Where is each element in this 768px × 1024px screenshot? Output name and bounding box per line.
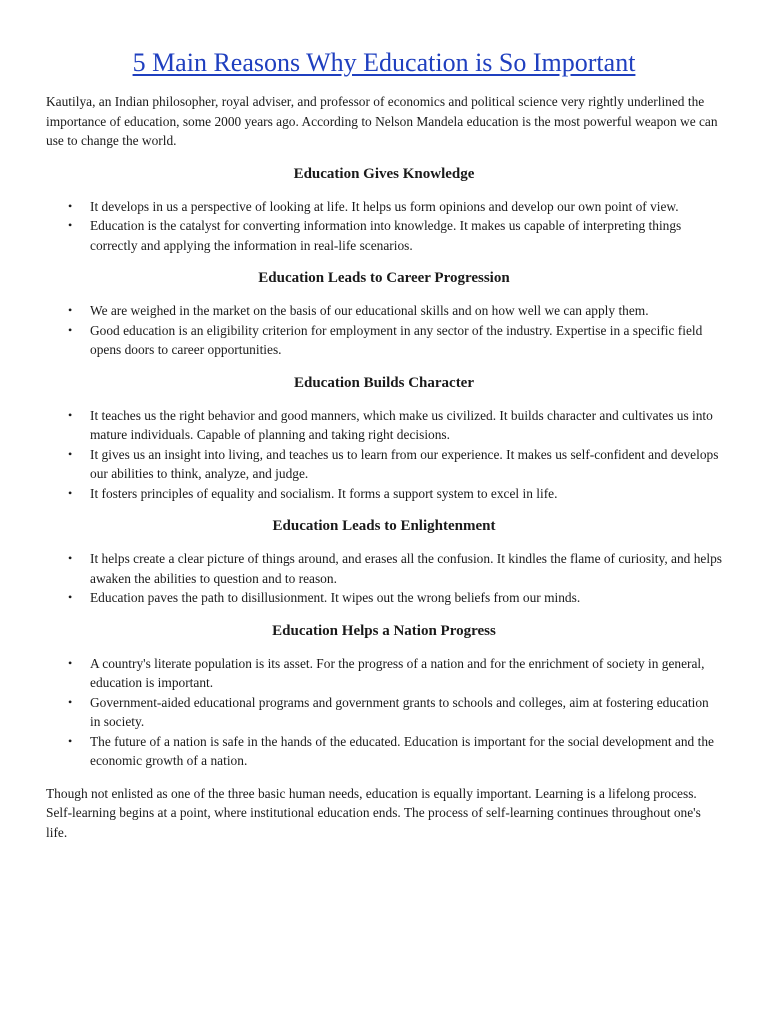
list-item-text: Education paves the path to disillusionment. It wipes out the wrong beliefs from our minds. bbox=[90, 590, 581, 605]
list-item-text: We are weighed in the market on the basis of our educational skills and on how well we can apply them. bbox=[90, 303, 649, 318]
list-item-text: It helps create a clear picture of things around, and erases all the confusion. It kindles the flame of curiosity, and helps awaken the abilities to question and to reason. bbox=[90, 551, 722, 586]
section-nation-progress bbox=[46, 621, 722, 771]
list-item bbox=[68, 321, 722, 360]
bullet-list bbox=[46, 301, 722, 360]
list-item-text: It develops in us a perspective of looking at life. It helps us form opinions and develop our own point of view. bbox=[90, 198, 679, 214]
bullet-icon: • bbox=[68, 198, 73, 213]
bullet-icon: • bbox=[68, 407, 73, 422]
bullet-list bbox=[46, 197, 722, 256]
bullet-list bbox=[46, 654, 722, 771]
list-item-text: The future of a nation is safe in the hands of the educated. Education is important for the social development and the economic growth of a nation. bbox=[90, 733, 714, 768]
bullet-icon: • bbox=[68, 590, 73, 604]
list-item-text: Education is the catalyst for converting information into knowledge. It makes us capable of interpreting things correctly and applying the information in real-life scenarios. bbox=[90, 218, 682, 253]
bullet-icon: • bbox=[68, 322, 73, 337]
section-heading: Education Gives Knowledge bbox=[293, 165, 475, 182]
section-heading: Education Builds Character bbox=[293, 374, 474, 391]
bullet-list bbox=[46, 549, 722, 608]
section-character bbox=[46, 373, 722, 504]
list-item-text: It gives us an insight into living, and teaches us to learn from our experience. It makes us self-confident and develops our abilities to think, analyze, and judge. bbox=[90, 446, 719, 481]
bullet-icon: • bbox=[68, 485, 73, 500]
list-item bbox=[68, 197, 722, 217]
list-item bbox=[68, 549, 722, 588]
list-item-text: It fosters principles of equality and socialism. It forms a support system to excel in life. bbox=[90, 485, 558, 501]
intro-paragraph: Kautilya, an Indian philosopher, royal adviser, and professor of economics and political science very rightly underlined the importance of education, some 2000 years ago. According to Nelson Mandela education is the most powerful weapon we can use to change the world. bbox=[46, 94, 718, 148]
section-heading: Education Leads to Career Progression bbox=[258, 270, 510, 286]
section-knowledge bbox=[46, 164, 722, 256]
section-heading: Education Leads to Enlightenment bbox=[272, 518, 496, 534]
list-item bbox=[68, 406, 722, 445]
list-item bbox=[68, 216, 722, 255]
list-item bbox=[68, 732, 722, 771]
list-item bbox=[68, 693, 722, 732]
bullet-icon: • bbox=[68, 655, 73, 670]
section-enlightenment bbox=[46, 516, 722, 608]
list-item bbox=[68, 588, 722, 608]
bullet-icon: • bbox=[68, 446, 73, 461]
bullet-icon: • bbox=[68, 694, 73, 709]
bullet-list bbox=[46, 406, 722, 504]
section-career bbox=[46, 268, 722, 360]
list-item-text: Government-aided educational programs and government grants to schools and colleges, aim at fostering education in society. bbox=[90, 694, 709, 729]
bullet-icon: • bbox=[68, 733, 73, 748]
sections-container bbox=[46, 164, 722, 771]
closing-paragraph: Though not enlisted as one of the three basic human needs, education is equally important. Learning is a lifelong process. Self-learning begins at a point, where institutional education ends. The process of self-learning continues throughout one's life. bbox=[46, 785, 701, 840]
list-item bbox=[68, 301, 722, 321]
list-item bbox=[68, 484, 722, 504]
list-item bbox=[68, 445, 722, 484]
bullet-icon: • bbox=[68, 551, 73, 565]
section-heading: Education Helps a Nation Progress bbox=[272, 622, 496, 639]
list-item-text: It teaches us the right behavior and good manners, which make us civilized. It builds character and cultivates us into mature individuals. Capable of planning and taking right decisions. bbox=[90, 407, 713, 442]
list-item-text: Good education is an eligibility criterion for employment in any sector of the industry. Expertise in a specific field opens doors to career opportunities. bbox=[90, 322, 703, 357]
bullet-icon: • bbox=[68, 218, 73, 232]
list-item-text: A country's literate population is its asset. For the progress of a nation and for the enrichment of society in general, education is important. bbox=[90, 655, 705, 690]
bullet-icon: • bbox=[68, 303, 73, 317]
document-title: 5 Main Reasons Why Education is So Important bbox=[132, 48, 636, 77]
list-item bbox=[68, 654, 722, 693]
